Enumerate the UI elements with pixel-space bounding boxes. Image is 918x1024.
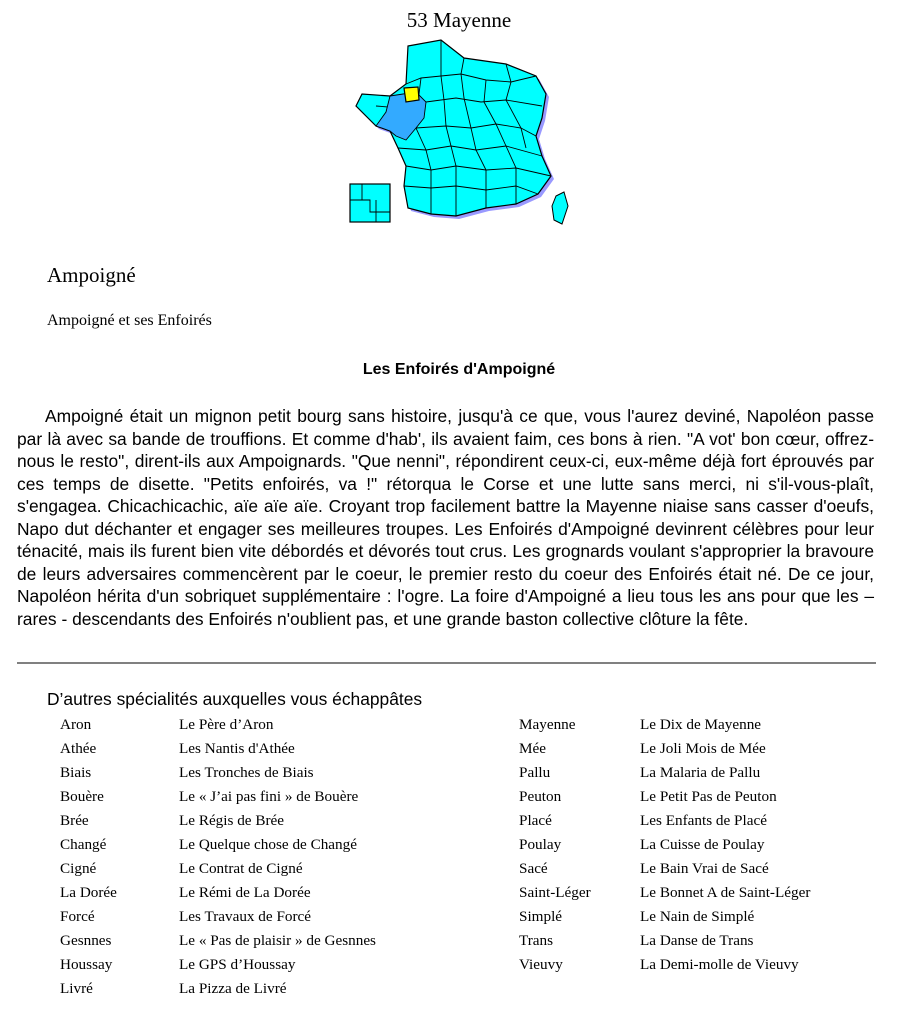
- commune-name: Livré: [60, 980, 93, 997]
- commune-name: Houssay: [60, 956, 113, 973]
- list-item: [519, 857, 810, 881]
- specialty: La Danse de Trans: [640, 932, 754, 949]
- specialty: Les Enfants de Placé: [640, 812, 767, 829]
- specialty: Le Petit Pas de Peuton: [640, 788, 777, 805]
- commune-name: Placé: [519, 812, 552, 829]
- commune-name: Forcé: [60, 908, 95, 925]
- commune-name: Mayenne: [519, 716, 576, 733]
- specialties-list-left: [60, 713, 376, 1001]
- specialty: Le « Pas de plaisir » de Gesnnes: [179, 932, 376, 949]
- specialty: Le Père d’Aron: [179, 716, 274, 733]
- specialty: Le Bain Vrai de Sacé: [640, 860, 769, 877]
- specialty: Le Bonnet A de Saint-Léger: [640, 884, 811, 901]
- specialty: Le Nain de Simplé: [640, 908, 755, 925]
- specialty: Le Dix de Mayenne: [640, 716, 762, 733]
- list-item: [60, 929, 376, 953]
- list-item: [519, 881, 810, 905]
- france-departments-map-image: [346, 36, 576, 236]
- specialty: La Pizza de Livré: [179, 980, 287, 997]
- list-item: [60, 905, 376, 929]
- commune-name: Poulay: [519, 836, 562, 853]
- specialty: Le Quelque chose de Changé: [179, 836, 357, 853]
- list-item: [60, 953, 376, 977]
- commune-name: Simplé: [519, 908, 563, 925]
- commune-subtitle: Ampoigné et ses Enfoirés: [47, 312, 212, 329]
- commune-name: Biais: [60, 764, 92, 781]
- specialty: Les Travaux de Forcé: [179, 908, 312, 925]
- list-item: [519, 785, 810, 809]
- story-body: Ampoigné était un mignon petit bourg sans histoire, jusqu'à ce que, vous l'aurez deviné, Napoléon passe par là avec sa bande de trouffions. Et comme d'hab', ils avaient faim, ces bons à rien. "A vot' bon cœur, offrez-nous le resto", dirent-ils aux Ampoignards. "Que nenni", répondirent ceux-ci, eux-même déjà fort éprouvés par ces temps de disette. "Petits enfoirés, va !" rétorqua le Corse et une lutte sans merci, ni s'il-vous-plaît, s'engagea. Chicachicachic, aïe aïe aïe. Croyant trop facilement battre la Mayenne niaise sans casser d'oeufs, Napo dut déchanter et engager ses meilleures troupes. Les Enfoirés d'Ampoigné devinrent célèbres pour leur ténacité, mais ils furent bien vite débordés et dévorés tout crus. Les grognards voulant s'approprier la bravoure de leurs adversaires commencèrent par le coeur, le premier resto du coeur des Enfoirés était né. De ce jour, Napoléon hérita d'un sobriquet supplémentaire : l'ogre. La foire d'Ampoigné a lieu tous les ans pour que les – rares - descendants des Enfoirés n'oublient pas, et une grande baston collective clôture la fête.: [17, 406, 874, 629]
- commune-name: Trans: [519, 932, 554, 949]
- specialty: La Malaria de Pallu: [640, 764, 761, 781]
- commune-name: Pallu: [519, 764, 551, 781]
- department-title: 53 Mayenne: [406, 8, 512, 32]
- list-item: [519, 953, 810, 977]
- list-item: [60, 785, 376, 809]
- commune-name: Cigné: [60, 860, 97, 877]
- specialty: Le Rémi de La Dorée: [179, 884, 311, 901]
- horizontal-divider: [17, 662, 876, 664]
- commune-name: Gesnnes: [60, 932, 112, 949]
- story-title: Les Enfoirés d'Ampoigné: [362, 361, 556, 378]
- france-map: [346, 36, 576, 236]
- other-specialties-title: D’autres spécialités auxquelles vous échappâtes: [47, 689, 423, 709]
- list-item: [60, 737, 376, 761]
- list-item: [519, 905, 810, 929]
- commune-name: Bouère: [60, 788, 104, 805]
- specialty: Le GPS d’Houssay: [179, 956, 296, 973]
- specialties-list-right: [519, 713, 810, 977]
- list-item: [519, 833, 810, 857]
- commune-name: Sacé: [519, 860, 548, 877]
- list-item: [519, 809, 810, 833]
- commune-name: Athée: [60, 740, 97, 757]
- list-item: [60, 809, 376, 833]
- list-item: [519, 737, 810, 761]
- commune-name: Changé: [60, 836, 107, 853]
- list-item: [60, 857, 376, 881]
- list-item: [519, 929, 810, 953]
- list-item: [519, 713, 810, 737]
- list-item: [60, 833, 376, 857]
- list-item: [60, 977, 376, 1001]
- specialty: Les Tronches de Biais: [179, 764, 314, 781]
- commune-name: Brée: [60, 812, 89, 829]
- specialty: La Demi-molle de Vieuvy: [640, 956, 799, 973]
- list-item: [60, 761, 376, 785]
- commune-name: Saint-Léger: [519, 884, 591, 901]
- specialty: Le Régis de Brée: [179, 812, 285, 829]
- commune-name: Aron: [60, 716, 92, 733]
- commune-name: Vieuvy: [519, 956, 563, 973]
- specialty: Le Joli Mois de Mée: [640, 740, 766, 757]
- specialty: La Cuisse de Poulay: [640, 836, 765, 853]
- commune-name: Peuton: [519, 788, 562, 805]
- specialty: Les Nantis d'Athée: [179, 740, 295, 757]
- commune-name: La Dorée: [60, 884, 117, 901]
- commune-title: Ampoigné: [47, 263, 136, 287]
- commune-name: Mée: [519, 740, 546, 757]
- specialty: Le Contrat de Cigné: [179, 860, 303, 877]
- list-item: [60, 881, 376, 905]
- list-item: [60, 713, 376, 737]
- specialty: Le « J’ai pas fini » de Bouère: [179, 788, 359, 805]
- list-item: [519, 761, 810, 785]
- mayenne-highlight: [404, 87, 419, 102]
